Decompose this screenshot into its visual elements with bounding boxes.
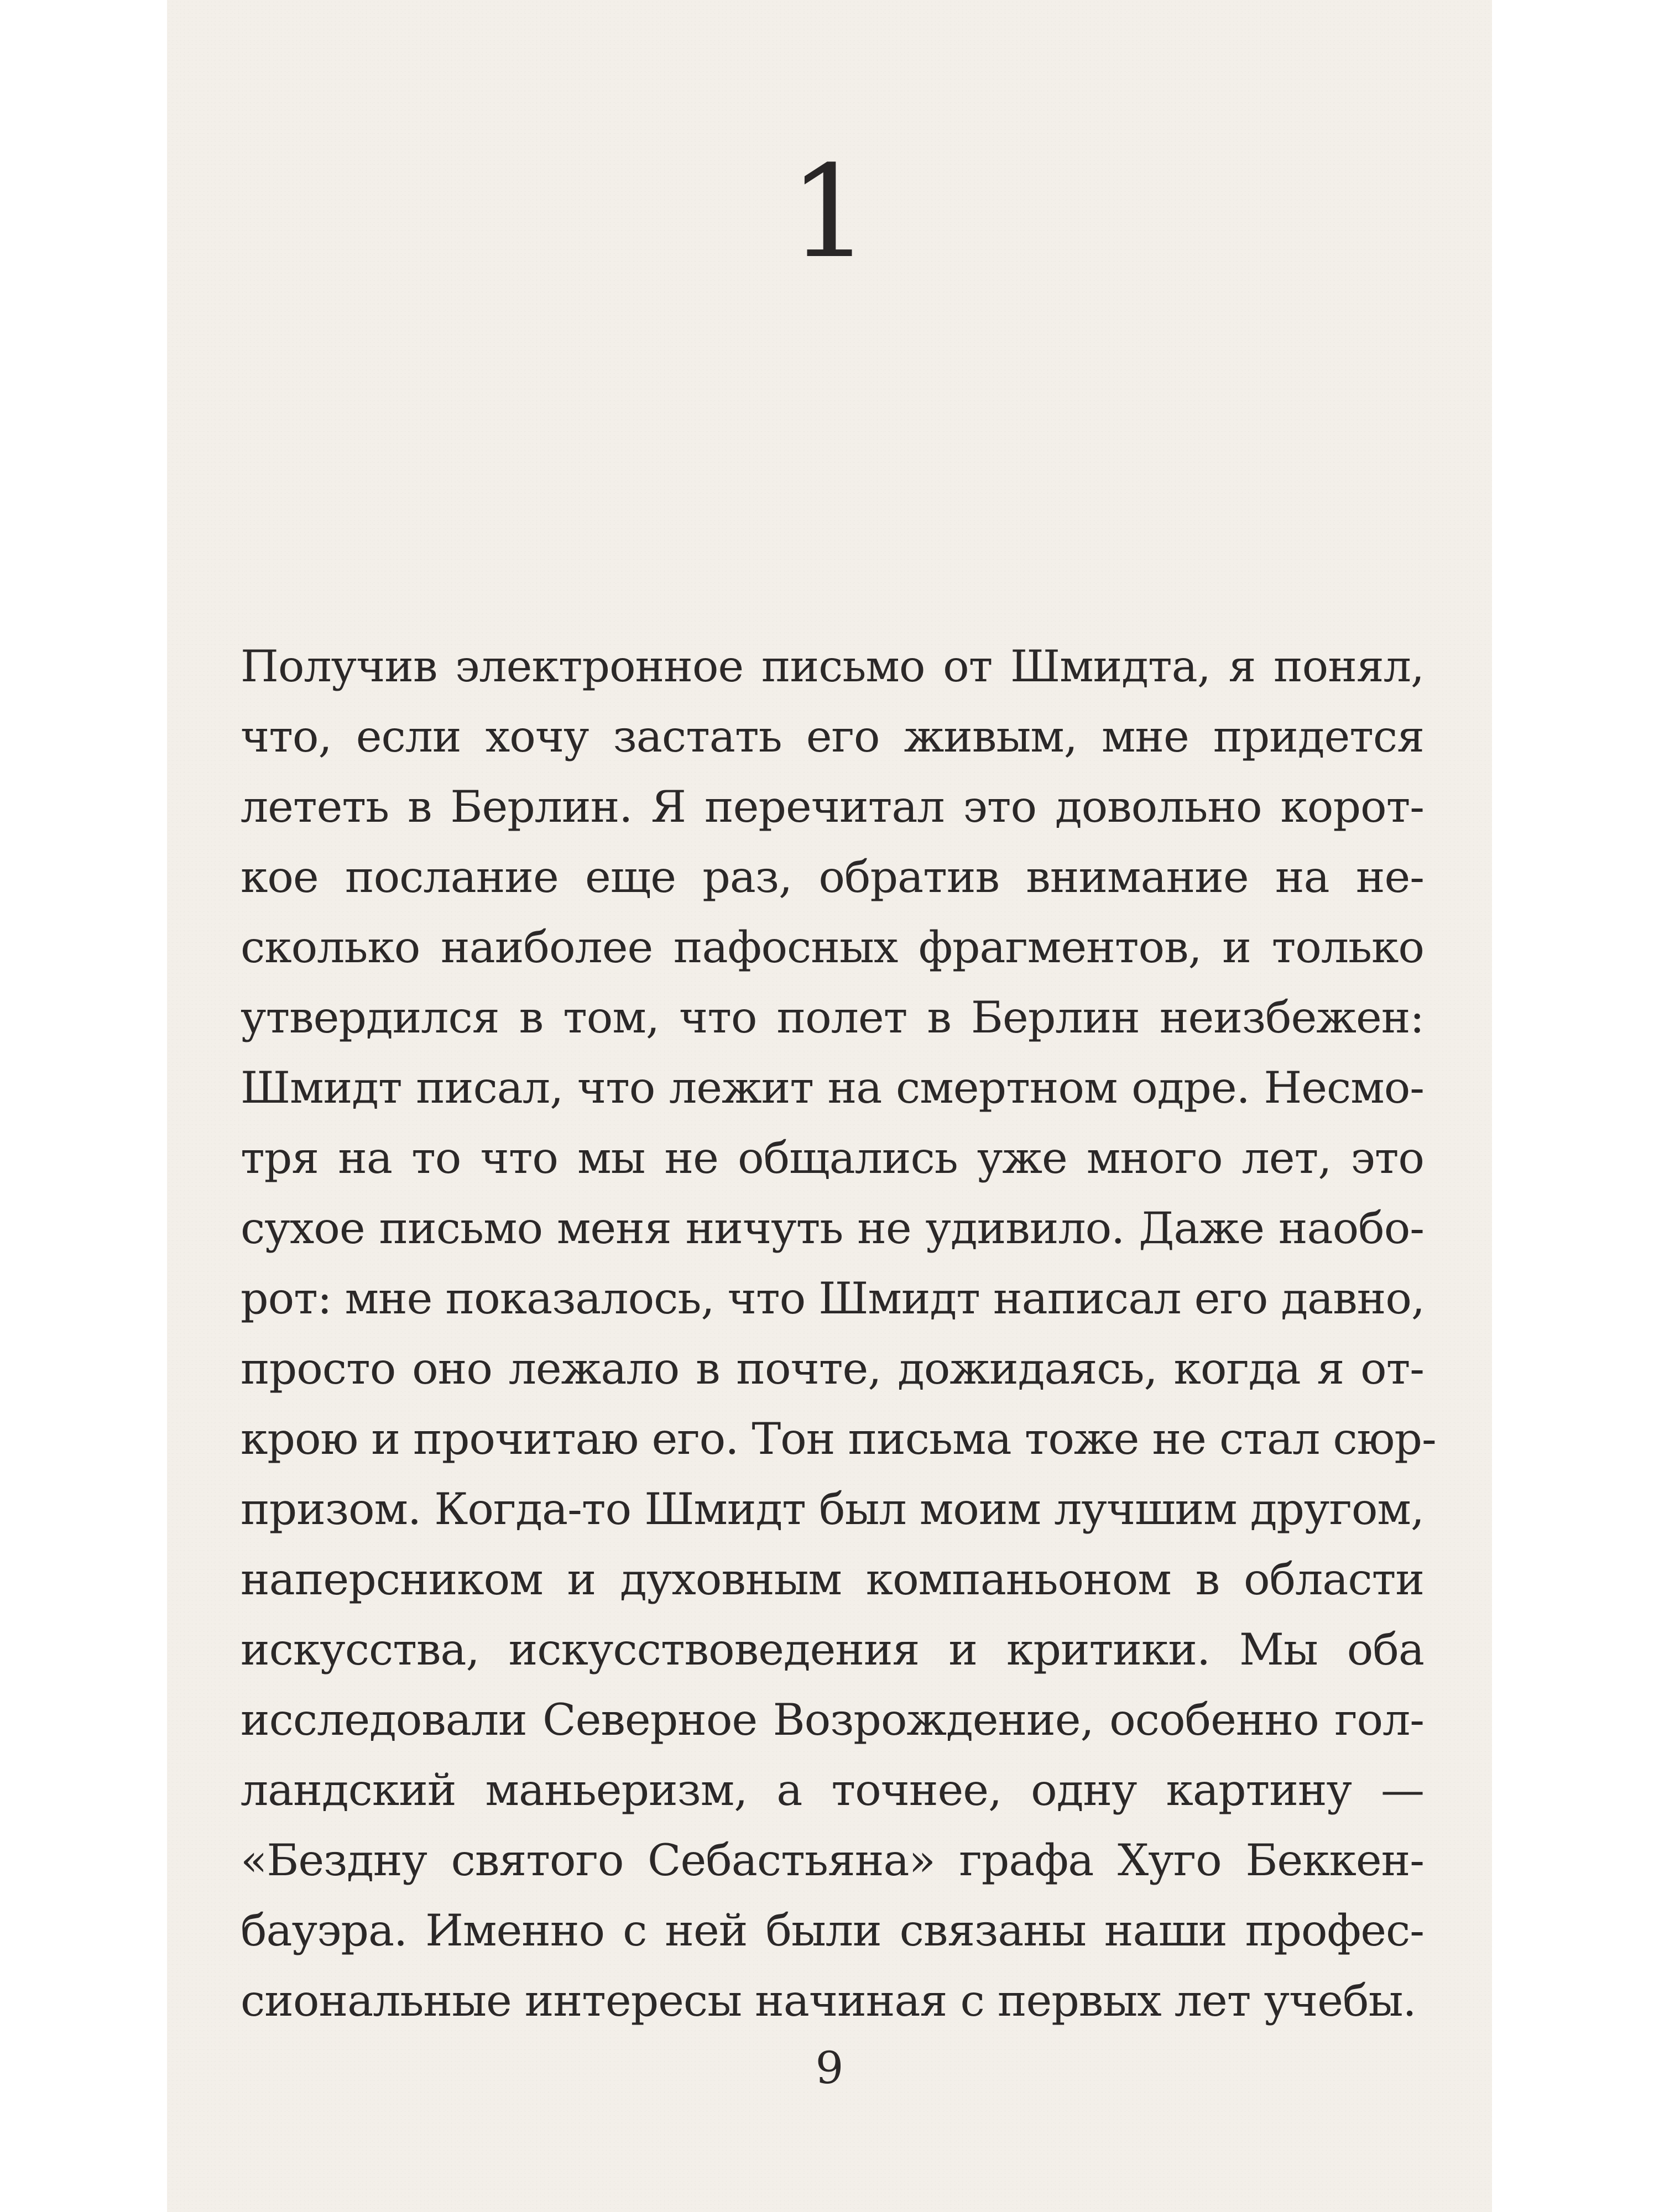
text-line: крою и прочитаю его. Тон письма тоже не стал сюр-	[241, 1413, 1436, 1464]
text-line: искусства, искусствоведения и критики. Мы оба	[241, 1624, 1424, 1675]
text-line: сколько наиболее пафосных фрагментов, и только	[241, 922, 1424, 973]
text-line: лететь в Берлин. Я перечитал это довольно корот-	[241, 781, 1424, 832]
text-line: кое послание еще раз, обратив внимание на не-	[241, 852, 1424, 902]
chapter-number: 1	[789, 139, 870, 286]
book-page	[167, 0, 1492, 2212]
text-line: утвердился в том, что полет в Берлин неизбежен:	[241, 992, 1424, 1043]
text-line: «Бездну святого Себастьяна» графа Хуго Беккен-	[241, 1835, 1424, 1886]
text-line: рот: мне показалось, что Шмидт написал его давно,	[241, 1273, 1425, 1324]
page-number: 9	[815, 2042, 844, 2094]
text-line: Шмидт писал, что лежит на смертном одре. Несмо-	[241, 1062, 1424, 1113]
text-line: сухое письмо меня ничуть не удивило. Даже наобо-	[241, 1203, 1424, 1254]
text-line: тря на то что мы не общались уже много лет, это	[241, 1133, 1424, 1183]
text-line: наперсником и духовным компаньоном в области	[241, 1554, 1424, 1605]
text-line: ландский маньеризм, а точнее, одну картину —	[241, 1765, 1424, 1815]
text-line: исследовали Северное Возрождение, особенно гол-	[241, 1694, 1424, 1745]
text-line: бауэра. Именно с ней были связаны наши профес-	[241, 1905, 1424, 1956]
text-line: Получив электронное письмо от Шмидта, я понял,	[241, 641, 1424, 692]
text-line: сиональные интересы начиная с первых лет учебы.	[241, 1975, 1416, 2026]
text-line: просто оно лежало в почте, дожидаясь, когда я от-	[241, 1343, 1424, 1394]
text-line: призом. Когда-то Шмидт был моим лучшим другом,	[241, 1484, 1424, 1535]
chapter-body-text	[241, 632, 1436, 2036]
text-line: что, если хочу застать его живым, мне придется	[241, 711, 1424, 762]
